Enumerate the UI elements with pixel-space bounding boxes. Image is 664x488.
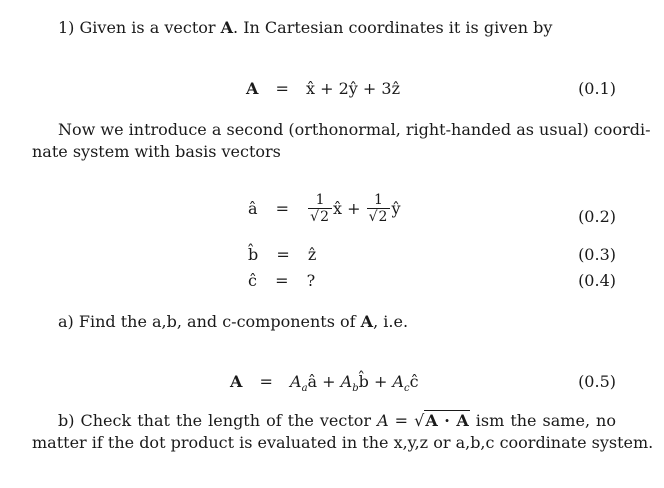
equation-number-0-2: (0.2) — [578, 207, 616, 226]
part-b-text — [32, 410, 654, 454]
eq03-rel: = — [276, 245, 290, 264]
problem-intro — [58, 17, 552, 39]
equation-0-1 — [246, 79, 400, 98]
eq02-lhs: â — [248, 199, 258, 218]
part-a-text — [58, 311, 408, 333]
intro-lead: 1) Given is a vector — [58, 18, 221, 37]
equation-number-0-3: (0.3) — [578, 245, 616, 264]
equation-0-5 — [230, 372, 419, 394]
eq04-rhs: ? — [306, 271, 316, 290]
frac2-numerator: 1 — [374, 192, 383, 208]
frac1-denominator: √2 — [308, 208, 332, 225]
equation-number-0-5: (0.5) — [578, 372, 616, 391]
sqrt-sign: √ — [310, 209, 320, 225]
eq05-vec-c: ĉ — [409, 372, 419, 391]
eq04-lhs: ĉ — [248, 271, 257, 290]
equation-number-0-1: (0.1) — [578, 79, 616, 98]
eq05-vec-a: â + — [307, 372, 341, 391]
equation-0-3 — [248, 245, 316, 264]
eq05-sub-b: b — [352, 383, 359, 394]
eq05-sub-c: c — [404, 383, 410, 394]
sqrt-sign: √ — [368, 209, 378, 225]
paragraph-basis-intro — [32, 119, 651, 163]
partb-var: A — [377, 411, 389, 430]
equation-number-0-4: (0.4) — [578, 271, 616, 290]
eq04-rel: = — [275, 271, 289, 290]
intro-tail: . In Cartesian coordinates it is given by — [233, 18, 553, 37]
eq05-term3: A — [392, 372, 405, 391]
para2-line1: Now we introduce a second (orthonormal, right-handed as usual) coordi- — [58, 120, 651, 139]
eq02-fraction-2 — [367, 192, 391, 225]
intro-vector: A — [220, 18, 234, 37]
frac2-denominator: √2 — [367, 208, 391, 225]
partb-line2: matter if the dot product is evaluated in the x,y,z or a,b,c coordinate system. — [32, 433, 654, 452]
para2-line2: nate system with basis vectors — [32, 142, 281, 161]
partb-tail: ism the same, no — [469, 411, 616, 430]
eq02-after1: x̂ + — [332, 199, 361, 218]
eq03-lhs: b̂ — [248, 245, 259, 264]
eq05-term2: A — [340, 372, 353, 391]
eq02-rel: = — [275, 199, 290, 218]
eq05-lhs: A — [230, 372, 243, 391]
parta-vector: A — [360, 312, 374, 331]
eq05-term1: A — [290, 372, 302, 391]
eq02-fraction-1 — [308, 192, 332, 225]
eq05-rel: = — [259, 372, 273, 391]
equation-0-4 — [248, 271, 315, 290]
partb-line1 — [32, 410, 616, 432]
sqrt-sign: √ — [414, 411, 425, 430]
eq01-rel: = — [275, 79, 289, 98]
eq05-sub-a: a — [301, 383, 308, 394]
eq03-rhs: ẑ — [307, 245, 317, 264]
equation-0-2 — [248, 192, 400, 225]
eq05-vec-b: b̂ + — [358, 372, 393, 391]
partb-lead: b) Check that the length of the vector — [58, 411, 378, 430]
eq01-rhs: x̂ + 2ŷ + 3ẑ — [306, 79, 401, 98]
eq02-after2: ŷ — [391, 199, 401, 218]
eq01-lhs: A — [246, 79, 259, 98]
parta-lead: a) Find the a,b, and c-components of — [58, 312, 361, 331]
parta-tail: , i.e. — [373, 312, 409, 331]
partb-eq: = — [388, 411, 415, 430]
frac1-numerator: 1 — [315, 192, 325, 208]
partb-sqrt-body: A · A — [425, 411, 469, 430]
